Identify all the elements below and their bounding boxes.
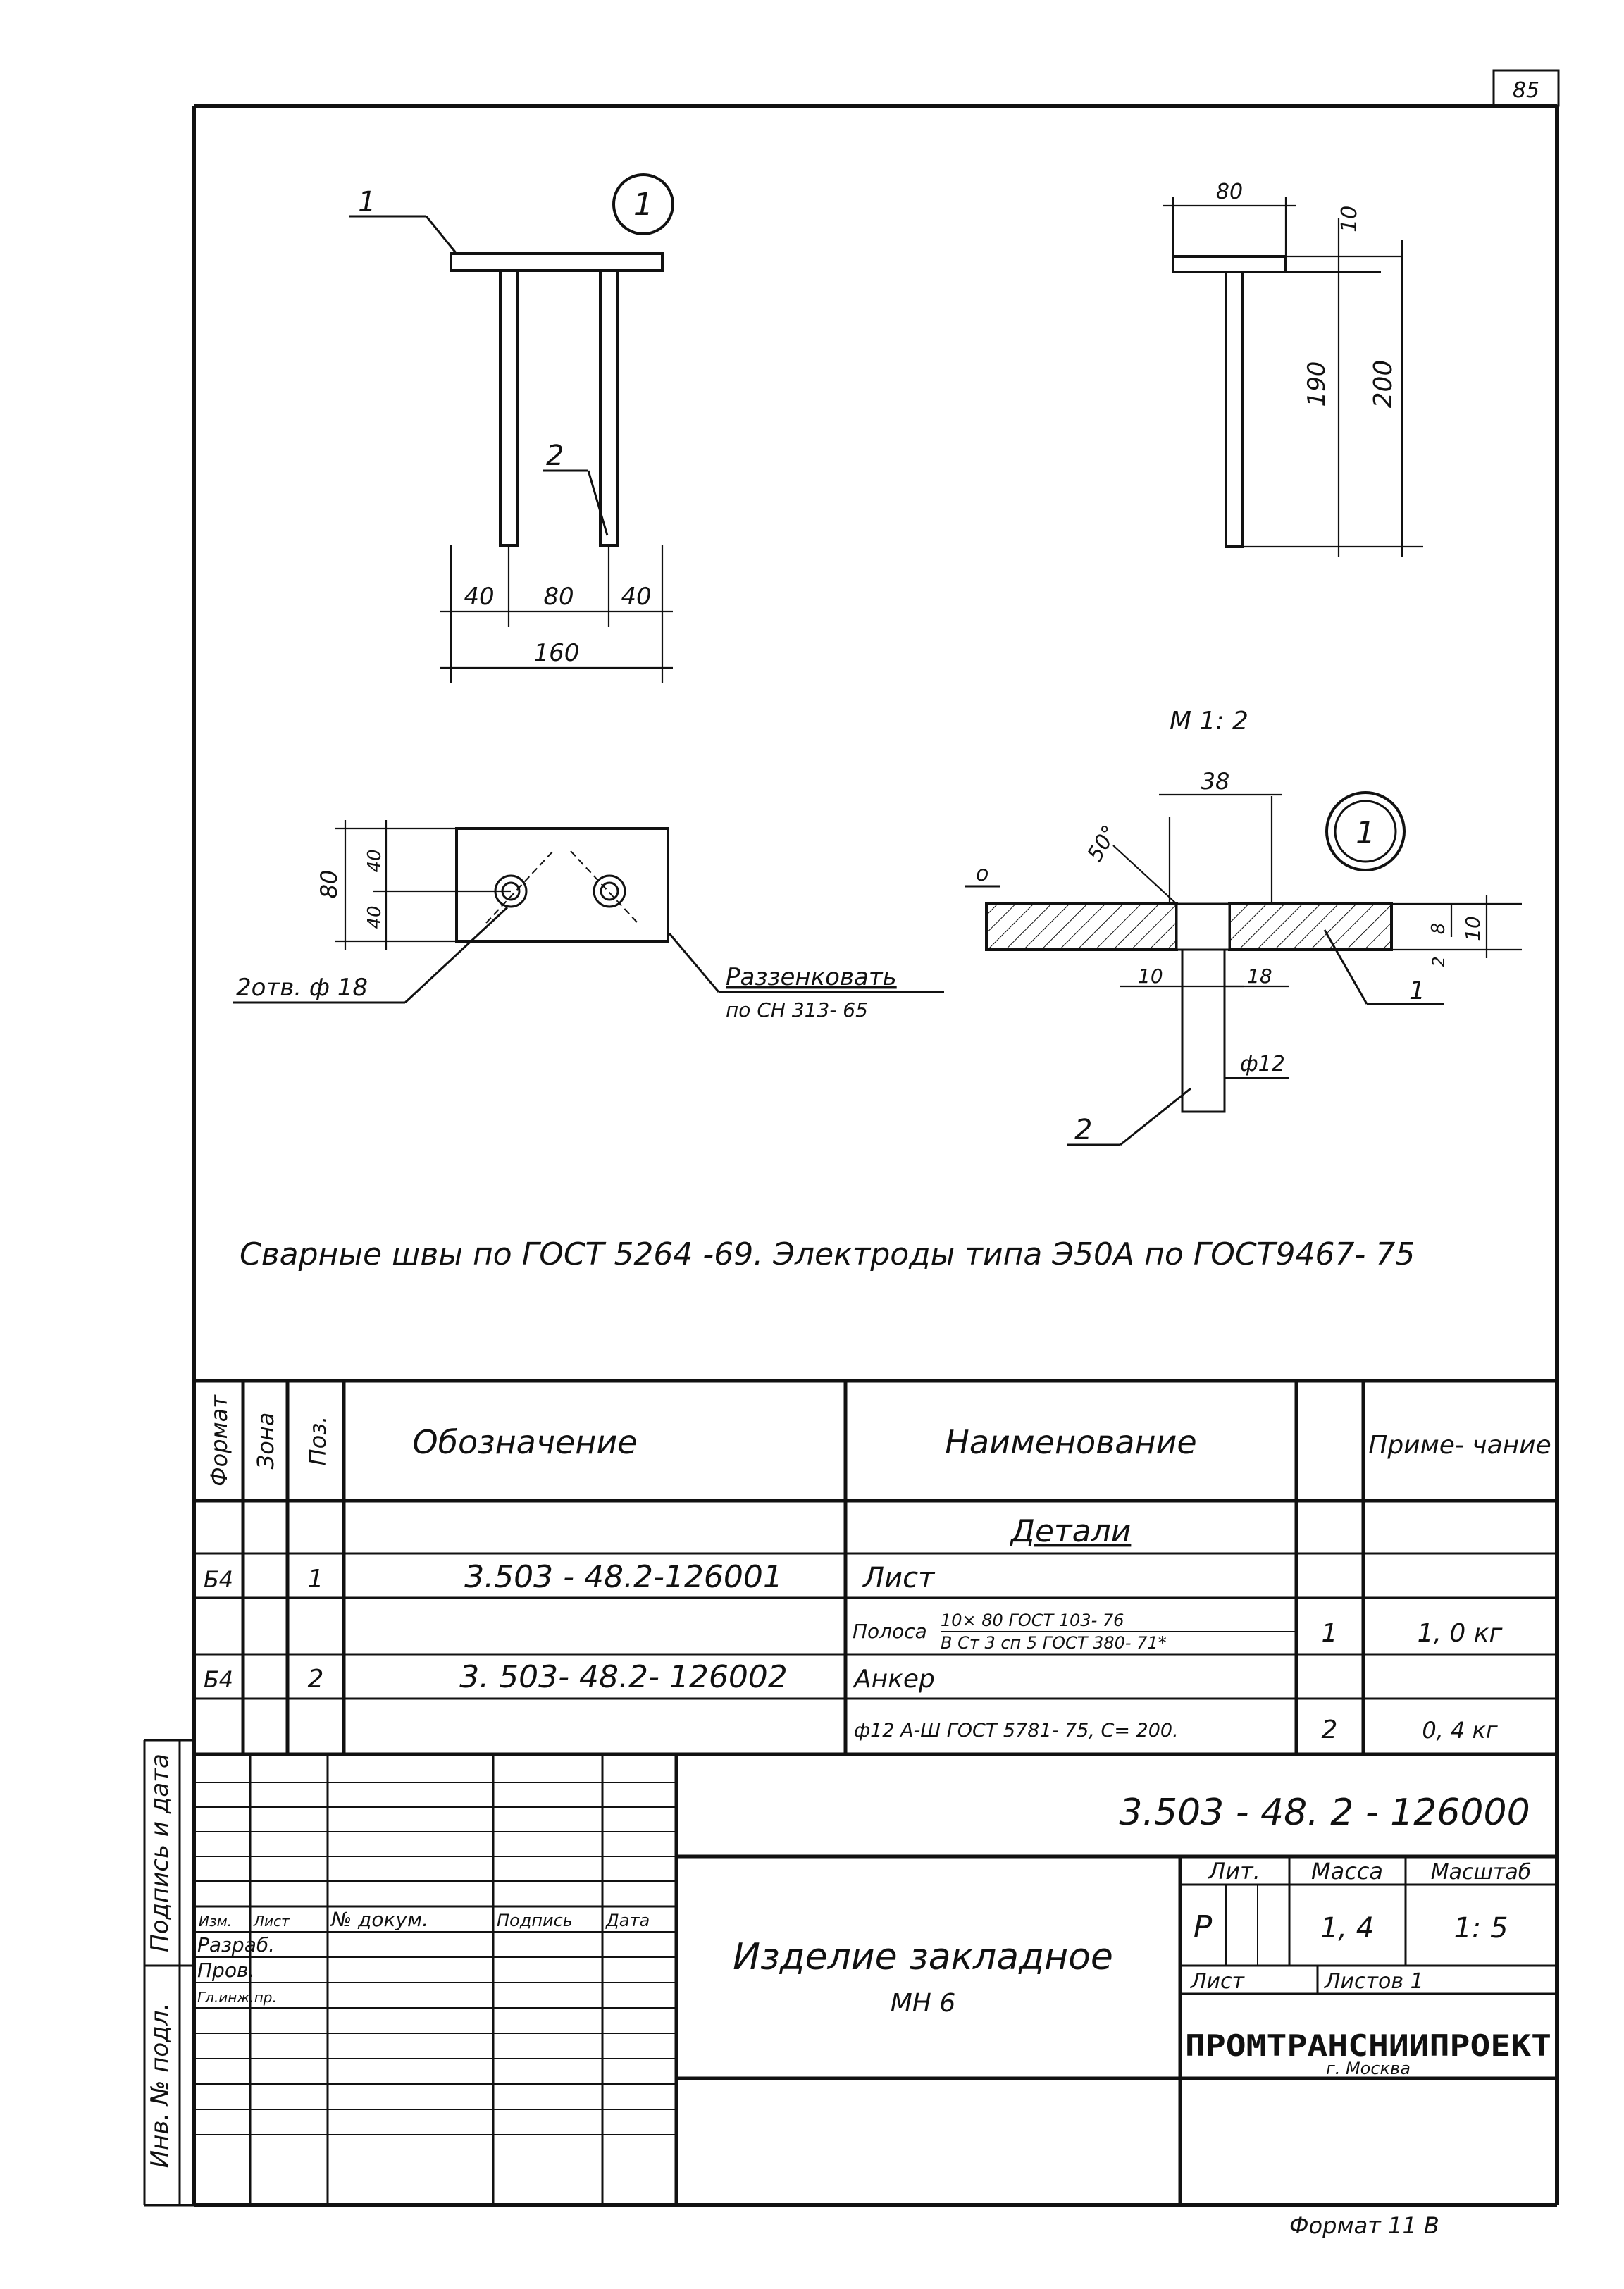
spec-header-pos: Поз. <box>304 1415 331 1466</box>
tb-scale-label: Масштаб <box>1430 1860 1532 1885</box>
title-line-2: МН 6 <box>890 1989 956 2018</box>
detail-callout-2: 2 <box>1074 1114 1093 1146</box>
side-dim-width: 80 <box>1215 180 1244 204</box>
tb-city: г. Москва <box>1326 2059 1411 2078</box>
tb-col-list: Лист <box>254 1913 290 1930</box>
detail-dim-10: 10 <box>1461 916 1484 941</box>
spec-row-4-note: 0, 4 кг <box>1422 1717 1498 1744</box>
spec-row-2-name-top: 10× 80 ГОСТ 103- 76 <box>941 1611 1124 1630</box>
welding-note: Сварные швы по ГОСТ 5264 -69. Электроды типа Э50А по ГОСТ9467- 75 <box>240 1236 1415 1272</box>
tb-col-izm: Изм. <box>199 1913 233 1930</box>
tb-scale-value: 1: 5 <box>1453 1912 1508 1944</box>
spec-row-2 <box>853 1611 1503 1653</box>
detail-ref-1: 1 <box>1356 815 1375 851</box>
tb-format: Формат 11 В <box>1289 2212 1439 2239</box>
detail-dim-18: 18 <box>1247 964 1272 988</box>
front-callout-2: 2 <box>546 440 564 472</box>
spec-row-3-format: Б4 <box>203 1666 234 1693</box>
front-detail-ref: 1 <box>633 187 653 223</box>
spec-row-1-pos: 1 <box>307 1565 324 1594</box>
side-dim-bar: 190 <box>1303 361 1331 407</box>
side-stamp-inv: Инв. № подл. <box>146 2002 174 2169</box>
detail-dim-bar: ф12 <box>1240 1052 1285 1077</box>
spec-row-3-pos: 2 <box>307 1665 324 1694</box>
detail-dim-8: 8 <box>1428 922 1449 935</box>
detail-dim-top: 38 <box>1201 768 1230 795</box>
tb-role-3: Гл.инж.пр. <box>197 1989 277 2006</box>
tb-col-doc: № докум. <box>331 1908 429 1931</box>
plan-countersink-label: Раззенковать <box>726 963 897 991</box>
spec-row-3 <box>204 1659 935 1695</box>
tb-sheets-label: Листов 1 <box>1325 1969 1424 1994</box>
detail-mark-o: о <box>976 862 989 886</box>
plan-dim-upper: 40 <box>364 849 385 873</box>
spec-header-designation: Обозначение <box>412 1423 638 1461</box>
spec-row-2-qty: 1 <box>1321 1619 1338 1648</box>
front-dim-left: 40 <box>464 583 495 611</box>
spec-section-title: Детали <box>1010 1513 1132 1549</box>
spec-row-4 <box>854 1716 1498 1744</box>
spec-row-2-name-prefix: Полоса <box>853 1620 927 1643</box>
spec-row-2-name-bottom: В Ст 3 сп 5 ГОСТ 380- 71* <box>941 1633 1167 1653</box>
tb-sheet-label: Лист <box>1191 1969 1245 1994</box>
side-stamp-sign-date: Подпись и дата <box>146 1754 174 1952</box>
title-code: 3.503 - 48. 2 - 126000 <box>1119 1792 1530 1834</box>
tb-mass-value: 1, 4 <box>1320 1912 1375 1944</box>
tb-col-date: Дата <box>606 1911 650 1930</box>
spec-header-zone: Зона <box>252 1412 279 1470</box>
spec-row-1-name: Лист <box>863 1562 935 1594</box>
spec-row-3-designation: 3. 503- 48.2- 126002 <box>459 1659 788 1695</box>
tb-role-2: Пров. <box>197 1959 255 1982</box>
sheet-number: 85 <box>1512 78 1540 103</box>
spec-row-4-qty: 2 <box>1321 1716 1338 1744</box>
tb-col-sign: Подпись <box>497 1911 573 1930</box>
front-dim-total: 160 <box>533 639 580 667</box>
detail-1-view <box>965 793 1522 1145</box>
spec-row-2-note: 1, 0 кг <box>1417 1619 1503 1648</box>
title-line-1: Изделие закладное <box>733 1936 1113 1978</box>
plan-dim-height: 80 <box>316 869 342 899</box>
spec-row-1 <box>204 1559 936 1595</box>
tb-role-1: Разраб. <box>197 1933 275 1956</box>
front-callout-1: 1 <box>358 186 376 218</box>
spec-header-name: Наименование <box>945 1423 1197 1461</box>
detail-dim-2: 2 <box>1429 956 1449 967</box>
tb-organization: ПРОМТРАНСНИИПРОЕКТ <box>1185 2028 1551 2063</box>
spec-row-3-name: Анкер <box>854 1665 935 1694</box>
detail-callout-1: 1 <box>1409 976 1425 1005</box>
tb-mass-label: Масса <box>1310 1858 1384 1885</box>
front-dim-right: 40 <box>621 583 652 611</box>
spec-header-note: Приме- чание <box>1368 1431 1551 1460</box>
spec-header-format: Формат <box>206 1395 233 1487</box>
plan-dim-lower: 40 <box>364 905 385 929</box>
plan-countersink-ref: по СН 313- 65 <box>726 998 868 1022</box>
tb-lit-value: Р <box>1193 1909 1213 1945</box>
side-dim-total: 200 <box>1369 359 1398 409</box>
detail-angle: 50° <box>1082 821 1123 866</box>
side-dim-plate: 10 <box>1337 205 1362 232</box>
detail-scale-label: М 1: 2 <box>1170 707 1248 736</box>
detail-dim-left10: 10 <box>1138 964 1163 988</box>
tb-lit-label: Лит. <box>1208 1858 1260 1885</box>
spec-row-1-format: Б4 <box>203 1566 234 1593</box>
front-dim-middle: 80 <box>543 583 574 611</box>
spec-row-4-name: ф12 А-Ш ГОСТ 5781- 75, С= 200. <box>854 1720 1179 1742</box>
plan-holes-label: 2отв. ф 18 <box>236 974 368 1002</box>
spec-row-1-designation: 3.503 - 48.2-126001 <box>464 1559 783 1595</box>
